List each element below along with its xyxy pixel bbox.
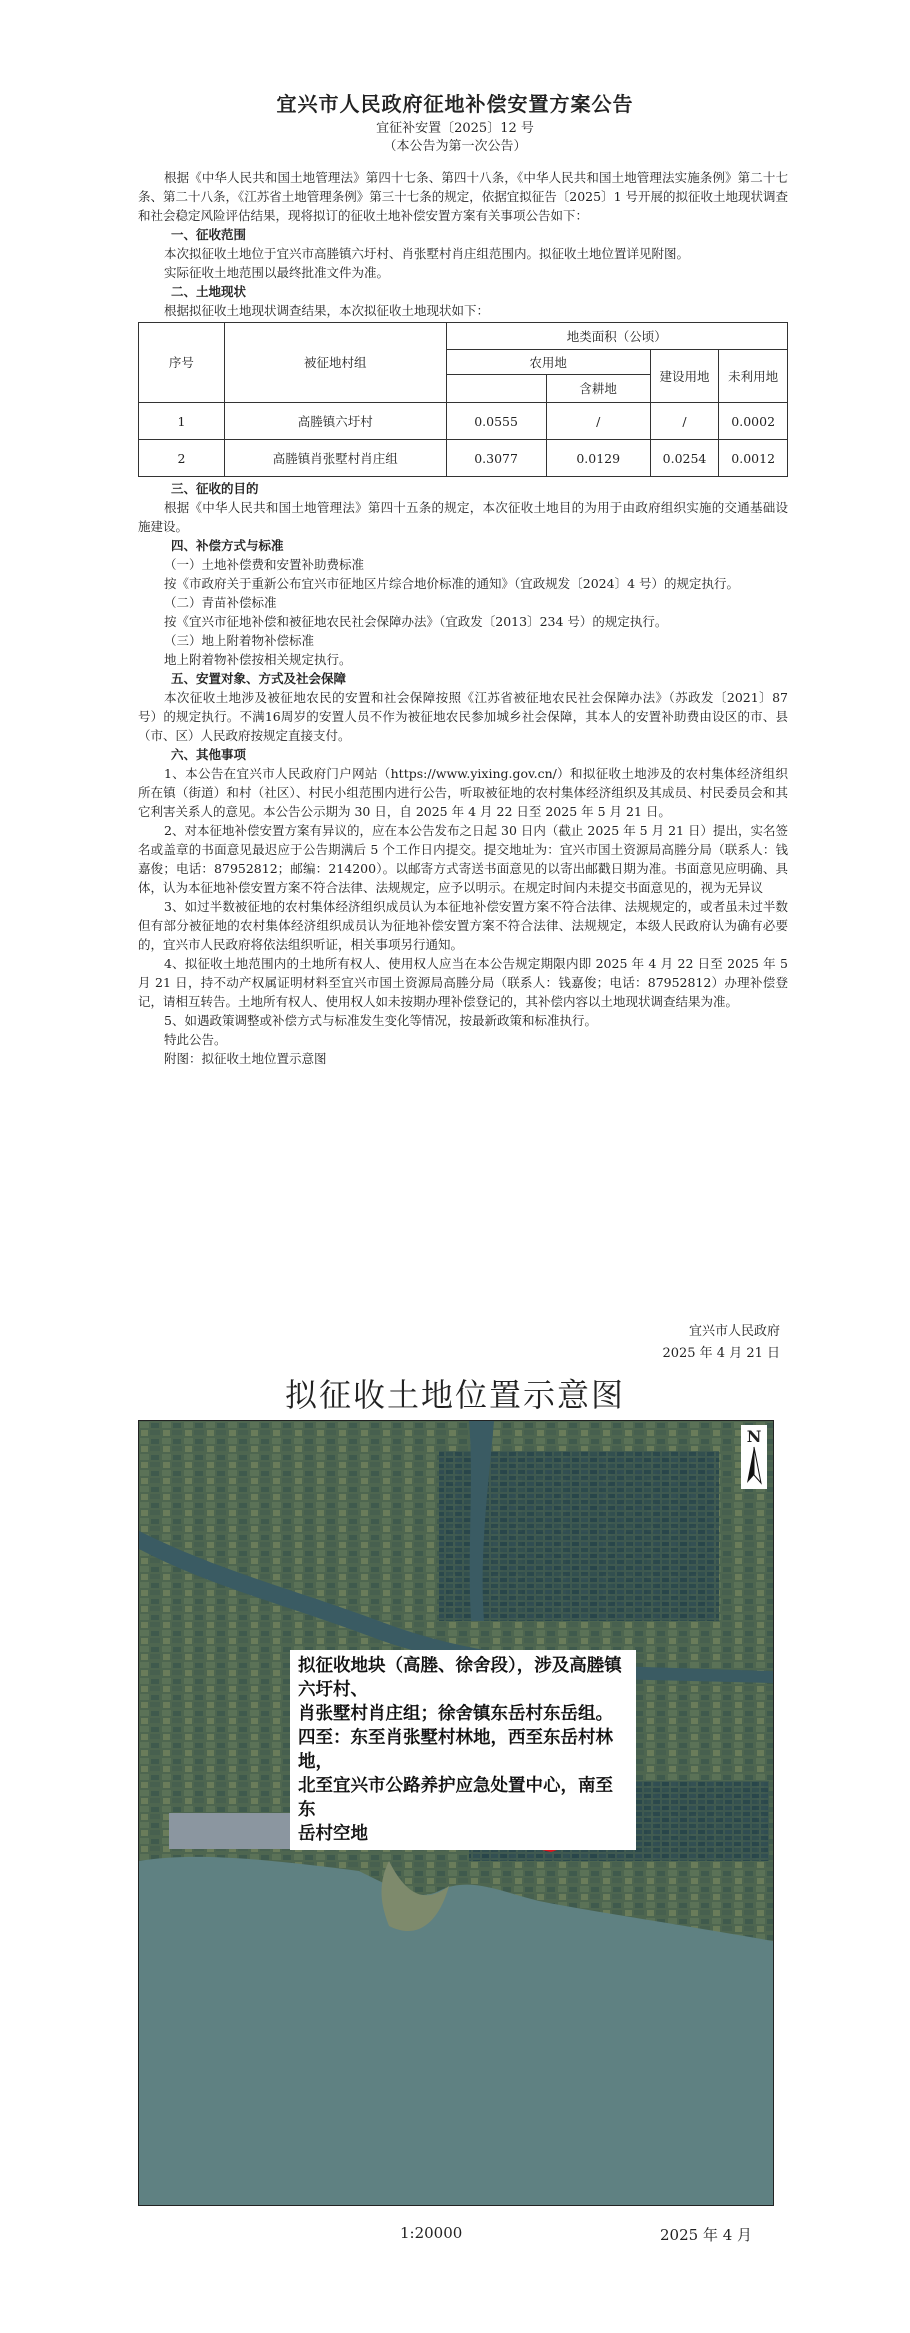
signature-date: 2025 年 4 月 21 日 (662, 1346, 780, 1361)
table-header-village: 被征地村组 (224, 323, 446, 403)
table-cell-unused: 0.0012 (719, 440, 788, 477)
land-status-paragraph: 根据拟征收土地现状调查结果，本次拟征收土地现状如下： (164, 303, 490, 318)
table-cell-index: 1 (139, 403, 225, 440)
attachment-note: 附图：拟征收土地位置示意图 (164, 1051, 327, 1066)
purpose-paragraph: 根据《中华人民共和国土地管理法》第四十五条的规定，本次征收土地目的为用于由政府组织实施的交通基础设施建设。 (138, 500, 788, 534)
table-cell-unused: 0.0002 (719, 403, 788, 440)
table-header-construction: 建设用地 (650, 350, 719, 403)
label-line: 北至宜兴市公路养护应急处置中心，南至东 (298, 1776, 613, 1820)
map-date: 2025 年 4 月 (660, 2226, 753, 2244)
table-header-unused: 未利用地 (719, 350, 788, 403)
map-scale: 1:20000 (400, 2224, 463, 2242)
table-row (139, 403, 788, 440)
table-header-cultivated: 含耕地 (546, 375, 650, 403)
table-cell-farmland: 0.3077 (446, 440, 546, 477)
section-heading-other: 六、其他事项 (171, 747, 247, 762)
table-cell-index: 2 (139, 440, 225, 477)
notice-title: 宜兴市人民政府征地补偿安置方案公告 (276, 92, 634, 116)
table-cell-construction: 0.0254 (650, 440, 719, 477)
map-title: 拟征收土地位置示意图 (284, 1376, 625, 1414)
label-line: 岳村空地 (298, 1824, 368, 1844)
table-header-farmland: 农用地 (446, 350, 650, 375)
table-header-farmland-total (446, 375, 546, 403)
signature-org: 宜兴市人民政府 (688, 1324, 780, 1339)
other-item: 5、如遇政策调整或补偿方式与标准发生变化等情况，按最新政策和标准执行。 (164, 1013, 597, 1028)
section-heading-resettlement: 五、安置对象、方式及社会保障 (171, 671, 347, 686)
label-line: 肖张墅村肖庄组；徐舍镇东岳村东岳组。 (298, 1704, 613, 1724)
north-arrow-icon (741, 1425, 767, 1489)
parcel-description-label (290, 1650, 636, 1850)
document-number: 宜征补安置〔2025〕12 号 (376, 121, 534, 136)
table-header-area: 地类面积（公顷） (446, 323, 787, 350)
compensation-sub-heading: （二）青苗补偿标准 (164, 595, 277, 610)
north-arrow (741, 1425, 767, 1489)
compensation-sub-text: 按《宜兴市征地补偿和被征地农民社会保障办法》（宜政发〔2013〕234 号）的规定执行。 (164, 614, 668, 629)
other-item: 3、如过半数被征地的农村集体经济组织成员认为本征地补偿安置方案不符合法律、法规规定的，或者虽未过半数但有部分被征地的农村集体经济组织成员认为征地补偿安置方案不符合法律、法规规定，本级人民政府认为确有必要的，宜兴市人民政府将依法组织听证，相关事项另行通知。 (138, 899, 788, 952)
table-row (139, 440, 788, 477)
compensation-sub-text: 地上附着物补偿按相关规定执行。 (164, 652, 352, 667)
label-line: 四至：东至肖张墅村林地，西至东岳村林地， (298, 1728, 613, 1772)
compensation-sub-heading: （三）地上附着物补偿标准 (164, 633, 315, 648)
other-item: 2、对本征地补偿安置方案有异议的，应在本公告发布之日起 30 日内（截止 2025 年 5 月 21 日）提出，实名签名或盖章的书面意见最迟应于公告期满后 5 个工作日内提交。提交地址为：宜兴市国土资源局高塍分局（联系人：钱嘉俊；电话：87952812；邮编：214200）。以邮寄方式寄送书面意见的以寄出邮戳日期为准。书面意见应明确、具体，认为本征地补偿安置方案不符合法律、法规规定，应予以明示。在规定时间内未提交书面意见的，视为无异议 (138, 823, 788, 895)
other-item: 1、本公告在宜兴市人民政府门户网站（https://www.yixing.gov.cn/）和拟征收土地涉及的农村集体经济组织所在镇（街道）和村（社区）、村民小组范围内进行公告，听取被征地的农村集体经济组织及其成员、村民委员会和其它利害关系人的意见。本公告公示期为 30 日，自 2025 年 4 月 22 日至 2025 年 5 月 21 日。 (138, 766, 788, 819)
section-heading-land-status: 二、土地现状 (171, 284, 247, 299)
scope-paragraph: 本次拟征收土地位于宜兴市高塍镇六圩村、肖张墅村肖庄组范围内。拟征收土地位置详见附图。 (164, 246, 690, 261)
table-cell-village: 高塍镇六圩村 (224, 403, 446, 440)
table-cell-construction: / (650, 403, 719, 440)
location-map (138, 1420, 774, 2206)
north-label: N (746, 1427, 762, 1446)
compensation-sub-text: 按《市政府关于重新公布宜兴市征地区片综合地价标准的通知》（宜政规发〔2024〕4 号）的规定执行。 (164, 576, 739, 591)
intro-paragraph: 根据《中华人民共和国土地管理法》第四十七条、第四十八条，《中华人民共和国土地管理法实施条例》第二十七条、第二十八条，《江苏省土地管理条例》第三十七条的规定，依据宜拟征告〔2025〕1 号开展的拟征收土地现状调查和社会稳定风险评估结果，现将拟订的征收土地补偿安置方案有关事项公告如下： (138, 170, 788, 223)
other-item: 4、拟征收土地范围内的土地所有权人、使用权人应当在本公告规定期限内即 2025 年 4 月 22 日至 2025 年 5 月 21 日，持不动产权属证明材料至宜兴市国土资源局高塍分局（联系人：钱嘉俊；电话：87952812）办理补偿登记，请相互转告。土地所有权人、使用权人如未按期办理补偿登记的，其补偿内容以土地现状调查结果为准。 (138, 956, 788, 1009)
resettlement-paragraph: 本次征收土地涉及被征地农民的安置和社会保障按照《江苏省被征地农民社会保障办法》（苏政发〔2021〕87 号）的规定执行。不满16周岁的安置人员不作为被征地农民参加城乡社会保障，其本人的安置补助费由设区的市、县（市、区）人民政府按规定直接支付。 (138, 690, 788, 743)
closing-remark: 特此公告。 (164, 1032, 227, 1047)
table-header-index: 序号 (139, 323, 225, 403)
section-heading-purpose: 三、征收的目的 (171, 481, 259, 496)
notice-subtitle: （本公告为第一次公告） (383, 139, 527, 154)
notice-body (138, 168, 788, 1068)
table-cell-cultivated: 0.0129 (546, 440, 650, 477)
compensation-sub-heading: （一）土地补偿费和安置补助费标准 (164, 557, 365, 572)
section-heading-compensation: 四、补偿方式与标准 (171, 538, 284, 553)
table-cell-cultivated: / (546, 403, 650, 440)
table-cell-village: 高塍镇肖张墅村肖庄组 (224, 440, 446, 477)
table-cell-farmland: 0.0555 (446, 403, 546, 440)
land-area-table (138, 322, 788, 477)
scope-note: 实际征收土地范围以最终批准文件为准。 (164, 265, 390, 280)
label-line: 拟征收地块（高塍、徐舍段），涉及高塍镇六圩村、 (298, 1656, 622, 1700)
section-heading-scope: 一、征收范围 (171, 227, 247, 242)
